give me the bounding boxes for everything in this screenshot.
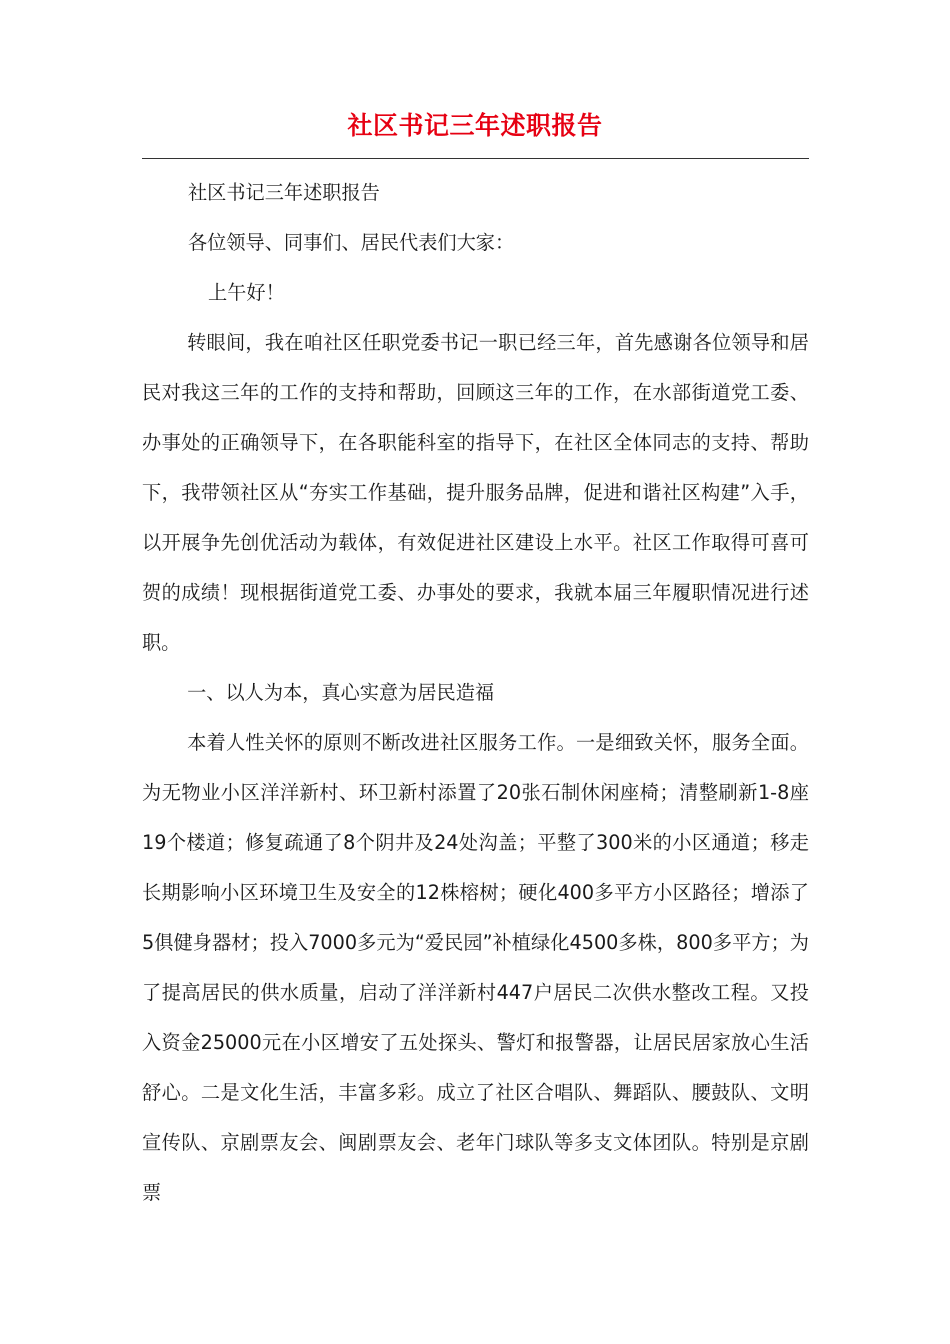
greeting-paragraph: 上午好！ [208, 281, 285, 304]
document-title: 社区书记三年述职报告 [347, 111, 603, 140]
section-heading: 一、以人为本，真心实意为居民造福 [187, 681, 495, 704]
salutation-paragraph: 各位领导、同事们、居民代表们大家： [188, 231, 515, 254]
subtitle-paragraph: 社区书记三年述职报告 [188, 181, 380, 204]
title-divider [142, 158, 809, 159]
document-body [142, 168, 809, 1218]
intro-paragraph: 转眼间，我在咱社区任职党委书记一职已经三年，首先感谢各位领导和居民对我这三年的工作的支持和帮助，回顾这三年的工作，在水部街道党工委、办事处的正确领导下，在各职能科室的指导下，在社区全体同志的支持、帮助下，我带领社区从“夯实工作基础，提升服务品牌，促进和谐社区构建”入手，以开展争先创优活动为载体，有效促进社区建设上水平。社区工作取得可喜可贺的成绩！现根据街道党工委、办事处的要求，我就本届三年履职情况进行述职。 [142, 331, 809, 654]
section-body-paragraph: 本着人性关怀的原则不断改进社区服务工作。一是细致关怀，服务全面。为无物业小区洋洋新村、环卫新村添置了20张石制休闲座椅；清整刷新1-8座19个楼道；修复疏通了8个阴井及24处沟盖；平整了300米的小区通道；移走长期影响小区环境卫生及安全的12株榕树；硬化400多平方小区路径；增添了5俱健身器材；投入7000多元为“爱民园”补植绿化4500多株，800多平方；为了提高居民的供水质量，启动了洋洋新村447户居民二次供水整改工程。又投入资金25000元在小区增安了五处探头、警灯和报警器，让居民居家放心生活舒心。二是文化生活，丰富多彩。成立了社区合唱队、舞蹈队、腰鼓队、文明宣传队、京剧票友会、闽剧票友会、老年门球队等多支文体团队。特别是京剧票 [142, 731, 809, 1204]
